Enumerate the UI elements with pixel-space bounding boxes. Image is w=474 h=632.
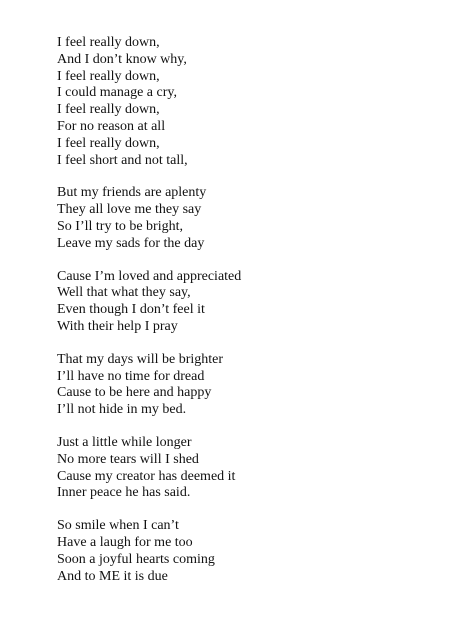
poem-line: Have a laugh for me too (57, 534, 193, 550)
poem-line: I feel really down, (57, 102, 160, 118)
poem-line: Inner peace he has said. (57, 485, 191, 501)
stanza-2 (57, 185, 241, 252)
poem-line: Well that what they say, (57, 285, 191, 301)
poem-line: Cause my creator has deemed it (57, 468, 236, 484)
poem-line: So I’ll try to be bright, (57, 218, 183, 234)
stanza-4 (57, 352, 241, 419)
poem-line: I feel really down, (57, 68, 160, 84)
poem-line: So smile when I can’t (57, 518, 179, 534)
stanza-3 (57, 269, 241, 336)
poem-body (57, 35, 241, 601)
poem-line: I could manage a cry, (57, 85, 177, 101)
poem-line: Leave my sads for the day (57, 235, 205, 251)
stanza-1 (57, 35, 241, 169)
stanza-5 (57, 435, 241, 502)
poem-line: And to ME it is due (57, 568, 168, 584)
poem-line: That my days will be brighter (57, 351, 224, 367)
poem-line: I’ll have no time for dread (57, 368, 205, 384)
poem-line: Cause to be here and happy (57, 385, 212, 401)
poem-line: They all love me they say (57, 202, 202, 218)
poem-line: Just a little while longer (57, 434, 192, 450)
poem-line: I feel short and not tall, (57, 152, 188, 168)
poem-line: For no reason at all (57, 118, 166, 134)
poem-line: But my friends are aplenty (57, 185, 207, 201)
poem-line: I feel really down, (57, 35, 160, 50)
poem-line: No more tears will I shed (57, 451, 199, 467)
poem-line: Cause I’m loved and appreciated (57, 268, 242, 284)
poem-line: I’ll not hide in my bed. (57, 402, 187, 418)
poem-line: Even though I don’t feel it (57, 302, 205, 318)
stanza-6 (57, 518, 241, 585)
poem-line: I feel really down, (57, 135, 160, 151)
poem-line: With their help I pray (57, 318, 178, 334)
poem-line: And I don’t know why, (57, 51, 187, 67)
poem-line: Soon a joyful hearts coming (57, 551, 215, 567)
